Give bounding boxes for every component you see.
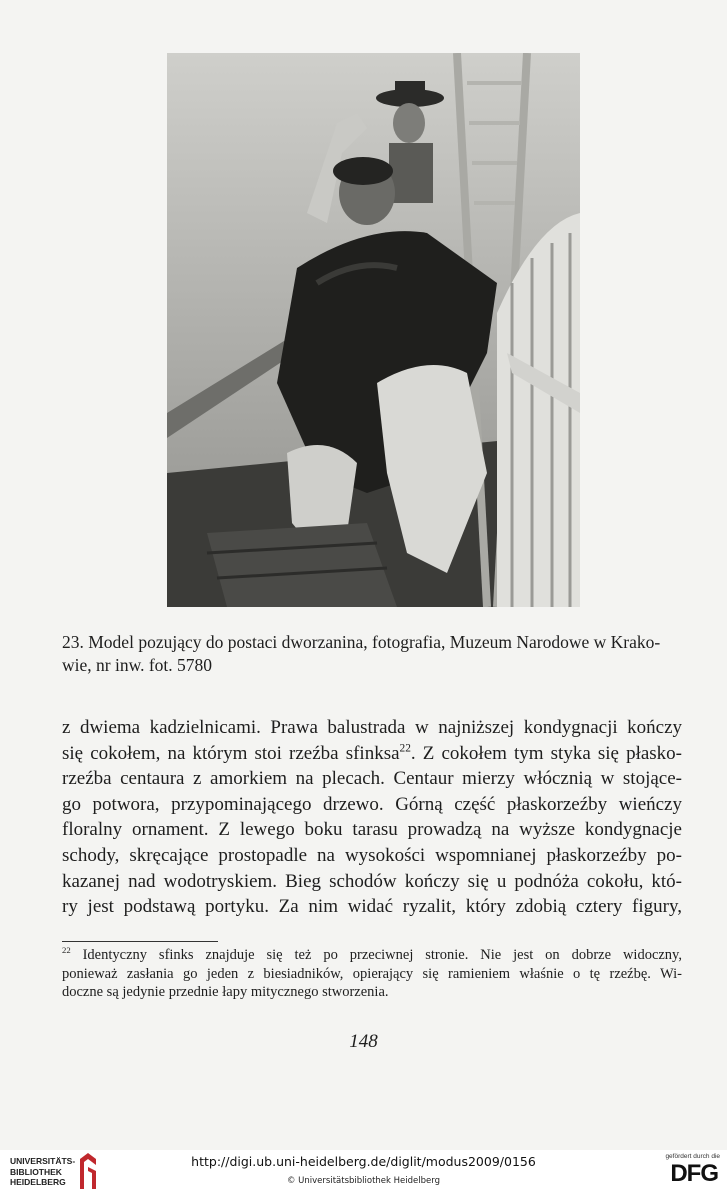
source-url-link[interactable]: http://digi.ub.uni-heidelberg.de/diglit/modus2009/0156 xyxy=(191,1154,536,1169)
body-line-with-footnote xyxy=(62,741,682,767)
footnote-text: Identyczny sfinks znajduje się też po przeciwnej stronie. Nie jest on dobrze widoczny, xyxy=(70,947,682,963)
footnote-divider xyxy=(62,941,218,942)
body-line: kazanej nad wodotryskiem. Bieg schodów kończy się u podnóża cokołu, któ- xyxy=(62,870,682,892)
caption-line: wie, nr inw. fot. 5780 xyxy=(62,655,213,675)
footnote-line: ponieważ zasłania go jeden z biesiadników, opierający się ramieniem właśnie o tę rzeźbę. Wi- xyxy=(62,965,682,982)
body-line: ry jest podstawą portyku. Za nim widać ryzalit, który zdobią cztery figury, xyxy=(62,896,682,918)
body-line-part: . Z cokołem tym styka się płasko- xyxy=(410,742,682,764)
caption-line: 23. Model pozujący do postaci dworzanina, fotografia, Muzeum Narodowe w Krako- xyxy=(62,632,661,652)
footnote-line xyxy=(62,946,682,965)
body-line: schody, skręcające prostopadle na wysokości wspomnianej płaskorzeźby po- xyxy=(62,844,682,866)
body-line: floralny ornament. Z lewego boku tarasu prowadzą na wyższe kondygnacje xyxy=(62,819,682,841)
body-line: z dwiema kadzielnicami. Prawa balustrada w najniższej kondygnacji kończy xyxy=(62,717,682,738)
photo-illustration xyxy=(167,53,580,607)
library-line: UNIVERSITÄTS- xyxy=(10,1156,76,1166)
body-line: rzeźba centaura z amorkiem na plecach. Centaur mierzy włócznią w stojące- xyxy=(62,768,682,790)
footnote-line: doczne są jedynie przednie łapy mitycznego stworzenia. xyxy=(62,984,389,1001)
body-paragraph xyxy=(62,715,682,920)
page-number: 148 xyxy=(349,1031,378,1052)
footnote xyxy=(62,946,682,1002)
library-line: HEIDELBERG xyxy=(10,1177,66,1187)
dfg-logo: DFG xyxy=(670,1160,718,1187)
copyright-notice: © Universitätsbibliothek Heidelberg xyxy=(286,1176,440,1186)
footnote-number: 22 xyxy=(62,945,71,956)
body-line: go potwora, przypominającego drzewo. Górną część płaskorzeźby wieńczy xyxy=(62,793,682,815)
library-line: BIBLIOTHEK xyxy=(10,1166,62,1177)
footnote-reference: 22 xyxy=(399,742,411,755)
figure-caption xyxy=(62,631,682,677)
photograph-model-posing xyxy=(167,53,580,607)
body-line-part: się cokołem, na którym stoi rzeźba sfinksa xyxy=(62,742,400,764)
funding-note: gefördert durch die xyxy=(665,1153,720,1160)
